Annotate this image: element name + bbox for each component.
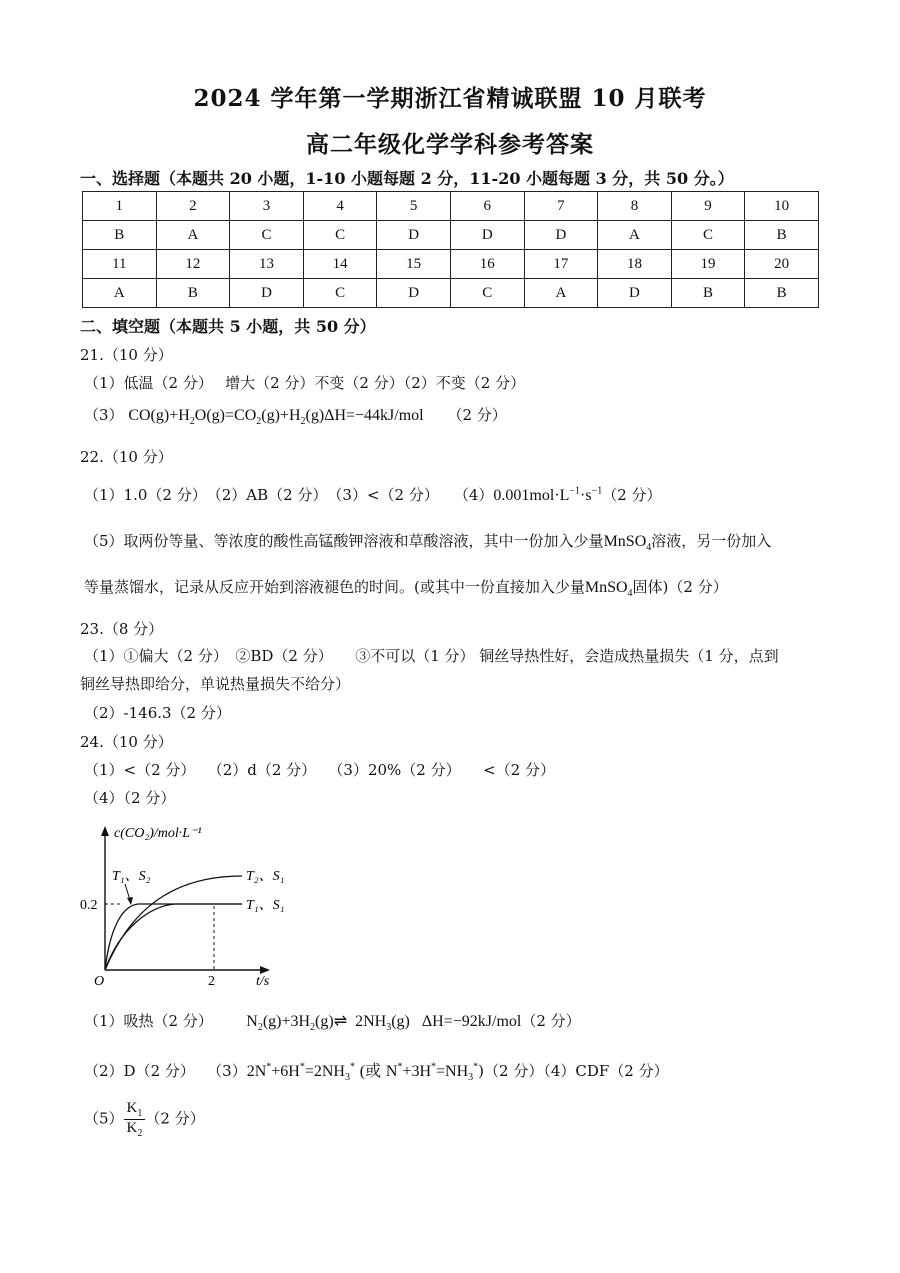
q25-fraction: $\frac{K_1}{K_2}$: [124, 1100, 146, 1139]
q22-line2: [84, 530, 771, 553]
q21-line1: （1）低温（2 分） 增大（2 分）不变（2 分）（2）不变（2 分）: [84, 374, 526, 392]
table-cell: A: [156, 221, 230, 250]
table-cell: 4: [303, 192, 377, 221]
q22-line3: [84, 576, 728, 599]
table-cell: C: [303, 221, 377, 250]
table-cell: 7: [524, 192, 598, 221]
q22-number: 22.（10 分）: [80, 448, 173, 466]
section1-heading: 一、选择题（本题共 20 小题，1-10 小题每题 2 分，11-20 小题每题 3 分，共 50 分。）: [80, 169, 734, 188]
q25-line3-score: （2 分）: [145, 1109, 205, 1128]
table-cell: 16: [450, 250, 524, 279]
curve-t2-s1: [105, 876, 242, 970]
table-cell: C: [671, 221, 745, 250]
table-cell: B: [156, 279, 230, 308]
table-cell: A: [598, 221, 672, 250]
table-cell: B: [671, 279, 745, 308]
q22-line3-text-a: 等量蒸馏水，记录从反应开始到溶液褪色的时间。(或其中一份直接加入少量: [84, 578, 585, 596]
q22-mnso4-solid: MnSO$_4$: [584, 579, 633, 600]
curve-t1-s2: [105, 904, 242, 970]
table-cell: 14: [303, 250, 377, 279]
q22-line1-prefix: （1）1.0（2 分） （2）AB（2 分） （3）<（2 分） （4）: [84, 486, 494, 504]
table-cell: 3: [230, 192, 304, 221]
table-cell: 12: [156, 250, 230, 279]
q25-line2-mid: (或: [359, 1063, 382, 1080]
table-cell: 11: [83, 250, 157, 279]
x-axis-arrow: [260, 966, 270, 974]
table-cell: 15: [377, 250, 451, 279]
y-axis-label: c(CO₂)/mol·L⁻¹: [114, 826, 202, 841]
q23-line1: （1）①偏大（2 分） ②BD（2 分） ③不可以（1 分） 铜丝导热性好，会造成热量损失（1 分，点到: [84, 647, 779, 665]
table-cell: 18: [598, 250, 672, 279]
q25-line2: [84, 1058, 669, 1083]
origin-label: O: [94, 974, 105, 986]
curve-t1-s1: [105, 904, 242, 970]
table-cell: 2: [156, 192, 230, 221]
q21-equation: $CO(g)+H_2O(g)=CO_2(g)+H_2(g)\Delta H=-44kJ$/mol: [128, 407, 424, 428]
table-cell: 13: [230, 250, 304, 279]
q25-eq-a: $2N^*+6H^*=2NH_3^*$: [246, 1061, 355, 1084]
q22-line3-text-b: 固体)（2 分）: [632, 578, 728, 596]
y-tick-label: 0.2: [80, 898, 98, 913]
q21-line2: [84, 404, 507, 427]
q21-number: 21.（10 分）: [80, 346, 173, 364]
q22-line2-text-b: 溶液，另一份加入: [651, 532, 772, 550]
table-cell: 8: [598, 192, 672, 221]
q25-equation: $N_2(g)+3H_2(g)\rightleftharpoons$ $2NH_3(g)$ ΔH=−92kJ/mol: [246, 1013, 522, 1034]
table-cell: 6: [450, 192, 524, 221]
series-pointer-arrow: [127, 897, 133, 905]
q24-number: 24.（10 分）: [80, 733, 173, 751]
table-cell: 1: [83, 192, 157, 221]
section2-heading: 二、填空题（本题共 5 小题，共 50 分）: [80, 317, 376, 336]
q25-line1-score: （2 分）: [521, 1012, 581, 1030]
page-subtitle: 高二年级化学学科参考答案: [306, 131, 594, 158]
x-axis-label: t/s: [256, 974, 270, 986]
q25-line2-prefix: （2）D（2 分） （3）: [84, 1062, 247, 1080]
series-label-t1-s2: T₁、S₂: [112, 869, 151, 884]
q24-line2: （4）（2 分）: [84, 789, 176, 807]
concentration-time-chart: [80, 818, 310, 986]
table-cell: D: [598, 279, 672, 308]
q22-rate: $0.001mol\cdot L^{-1}\cdot s^{-1}$: [493, 485, 603, 504]
q25-line1-prefix: （1）吸热（2 分）: [84, 1012, 213, 1030]
table-cell: C: [303, 279, 377, 308]
q23-line3: （2）-146.3（2 分）: [84, 704, 231, 722]
q25-line2-suffix: )（2 分）（4）CDF（2 分）: [478, 1062, 669, 1080]
table-cell: A: [524, 279, 598, 308]
table-cell: D: [377, 279, 451, 308]
q24-line1: （1）<（2 分） （2）d（2 分） （3）20%（2 分） <（2 分）: [84, 761, 555, 779]
table-cell: A: [83, 279, 157, 308]
table-cell: 10: [745, 192, 819, 221]
series-label-t2-s1: T₂、S₁: [246, 869, 285, 884]
q21-line2-prefix: （3）: [84, 406, 124, 424]
table-cell: 20: [745, 250, 819, 279]
table-row: [83, 192, 819, 221]
table-cell: D: [230, 279, 304, 308]
q25-eq-b: $N^*+3H^*=NH_3^*$: [385, 1061, 479, 1084]
y-axis-arrow: [101, 826, 109, 836]
q25-line1: [84, 1010, 581, 1033]
q25-line3: [84, 1100, 205, 1139]
table-cell: 19: [671, 250, 745, 279]
table-cell: B: [83, 221, 157, 250]
series-pointer: [125, 884, 130, 900]
q22-line1: [84, 484, 662, 505]
series-label-t1-s1: T₁、S₁: [246, 898, 285, 913]
q23-number: 23.（8 分）: [80, 620, 164, 638]
table-cell: 17: [524, 250, 598, 279]
table-cell: B: [745, 279, 819, 308]
table-row: [83, 279, 819, 308]
table-cell: D: [450, 221, 524, 250]
answer-table: [82, 191, 819, 308]
q22-line1-score: （2 分）: [602, 486, 662, 504]
table-cell: 9: [671, 192, 745, 221]
table-row: [83, 221, 819, 250]
table-cell: 5: [377, 192, 451, 221]
q21-line2-score: （2 分）: [447, 406, 507, 424]
table-cell: D: [377, 221, 451, 250]
page-title: 2024 学年第一学期浙江省精诚联盟 10 月联考: [193, 85, 707, 112]
q22-line2-text-a: （5）取两份等量、等浓度的酸性高锰酸钾溶液和草酸溶液，其中一份加入少量: [84, 532, 604, 550]
table-cell: D: [524, 221, 598, 250]
table-cell: B: [745, 221, 819, 250]
x-tick-label: 2: [208, 974, 215, 986]
q22-mnso4: MnSO$_4$: [603, 533, 652, 554]
table-cell: C: [450, 279, 524, 308]
table-row: [83, 250, 819, 279]
q23-line2: 铜丝导热即给分，单说热量损失不给分）: [80, 675, 351, 693]
table-cell: C: [230, 221, 304, 250]
q25-line3-prefix: （5）: [84, 1109, 124, 1128]
